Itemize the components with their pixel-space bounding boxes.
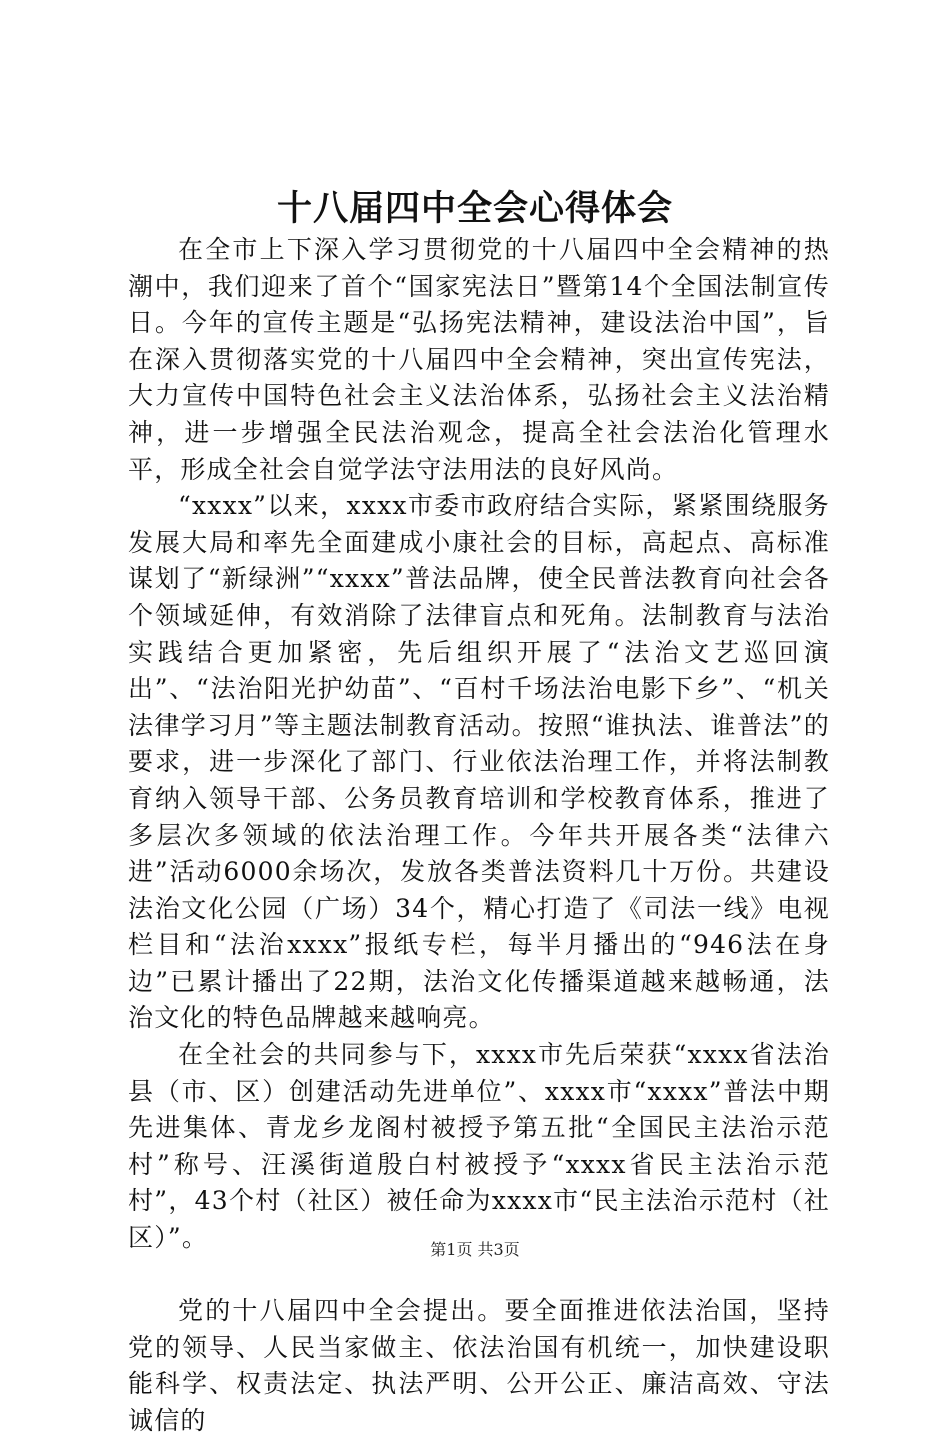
paragraph-3: 在全社会的共同参与下，xxxx市先后荣获“xxxx省法治县（市、区）创建活动先进单位”、xxxx市“xxxx”普法中期先进集体、青龙乡龙阁村被授予第五批“全国民主法治示范村”称号、汪溪街道殷白村被授予“xxxx省民主法治示范村”，43个村（社区）被任命为xxxx市“民主法治示范村（社区）”。 [128, 1040, 830, 1253]
paragraph-4: 党的十八届四中全会提出。要全面推进依法治国，坚持党的领导、人民当家做主、依法治国有机统一，加快建设职能科学、权责法定、执法严明、公开公正、廉洁高效、守法诚信的 [128, 1296, 830, 1435]
page-footer: 第1页 共3页 [430, 1240, 520, 1259]
paragraph-2: “xxxx”以来，xxxx市委市政府结合实际，紧紧围绕服务发展大局和率先全面建成小康社会的目标，高起点、高标准谋划了“新绿洲”“xxxx”普法品牌，使全民普法教育向社会各个领域延伸，有效消除了法律盲点和死角。法制教育与法治实践结合更加紧密，先后组织开展了“法治文艺巡回演出”、“法治阳光护幼苗”、“百村千场法治电影下乡”、“机关法律学习月”等主题法制教育活动。按照“谁执法、谁普法”的要求，进一步深化了部门、行业依法治理工作，并将法制教育纳入领导干部、公务员教育培训和学校教育体系，推进了多层次多领域的依法治理工作。今年共开展各类“法律六进”活动6000余场次，发放各类普法资料几十万份。共建设法治文化公园（广场）34个，精心打造了《司法一线》电视栏目和“法治xxxx”报纸专栏，每半月播出的“946法在身边”已累计播出了22期，法治文化传播渠道越来越畅通，法治文化的特色品牌越来越响亮。 [128, 491, 830, 1033]
document-title: 十八届四中全会心得体会 [276, 188, 673, 229]
paragraph-1: 在全市上下深入学习贯彻党的十八届四中全会精神的热潮中，我们迎来了首个“国家宪法日”暨第14个全国法制宣传日。今年的宣传主题是“弘扬宪法精神，建设法治中国”，旨在深入贯彻落实党的十八届四中全会精神，突出宣传宪法，大力宣传中国特色社会主义法治体系，弘扬社会主义法治精神，进一步增强全民法治观念，提高全社会法治化管理水平，形成全社会自觉学法守法用法的良好风尚。 [128, 235, 830, 484]
